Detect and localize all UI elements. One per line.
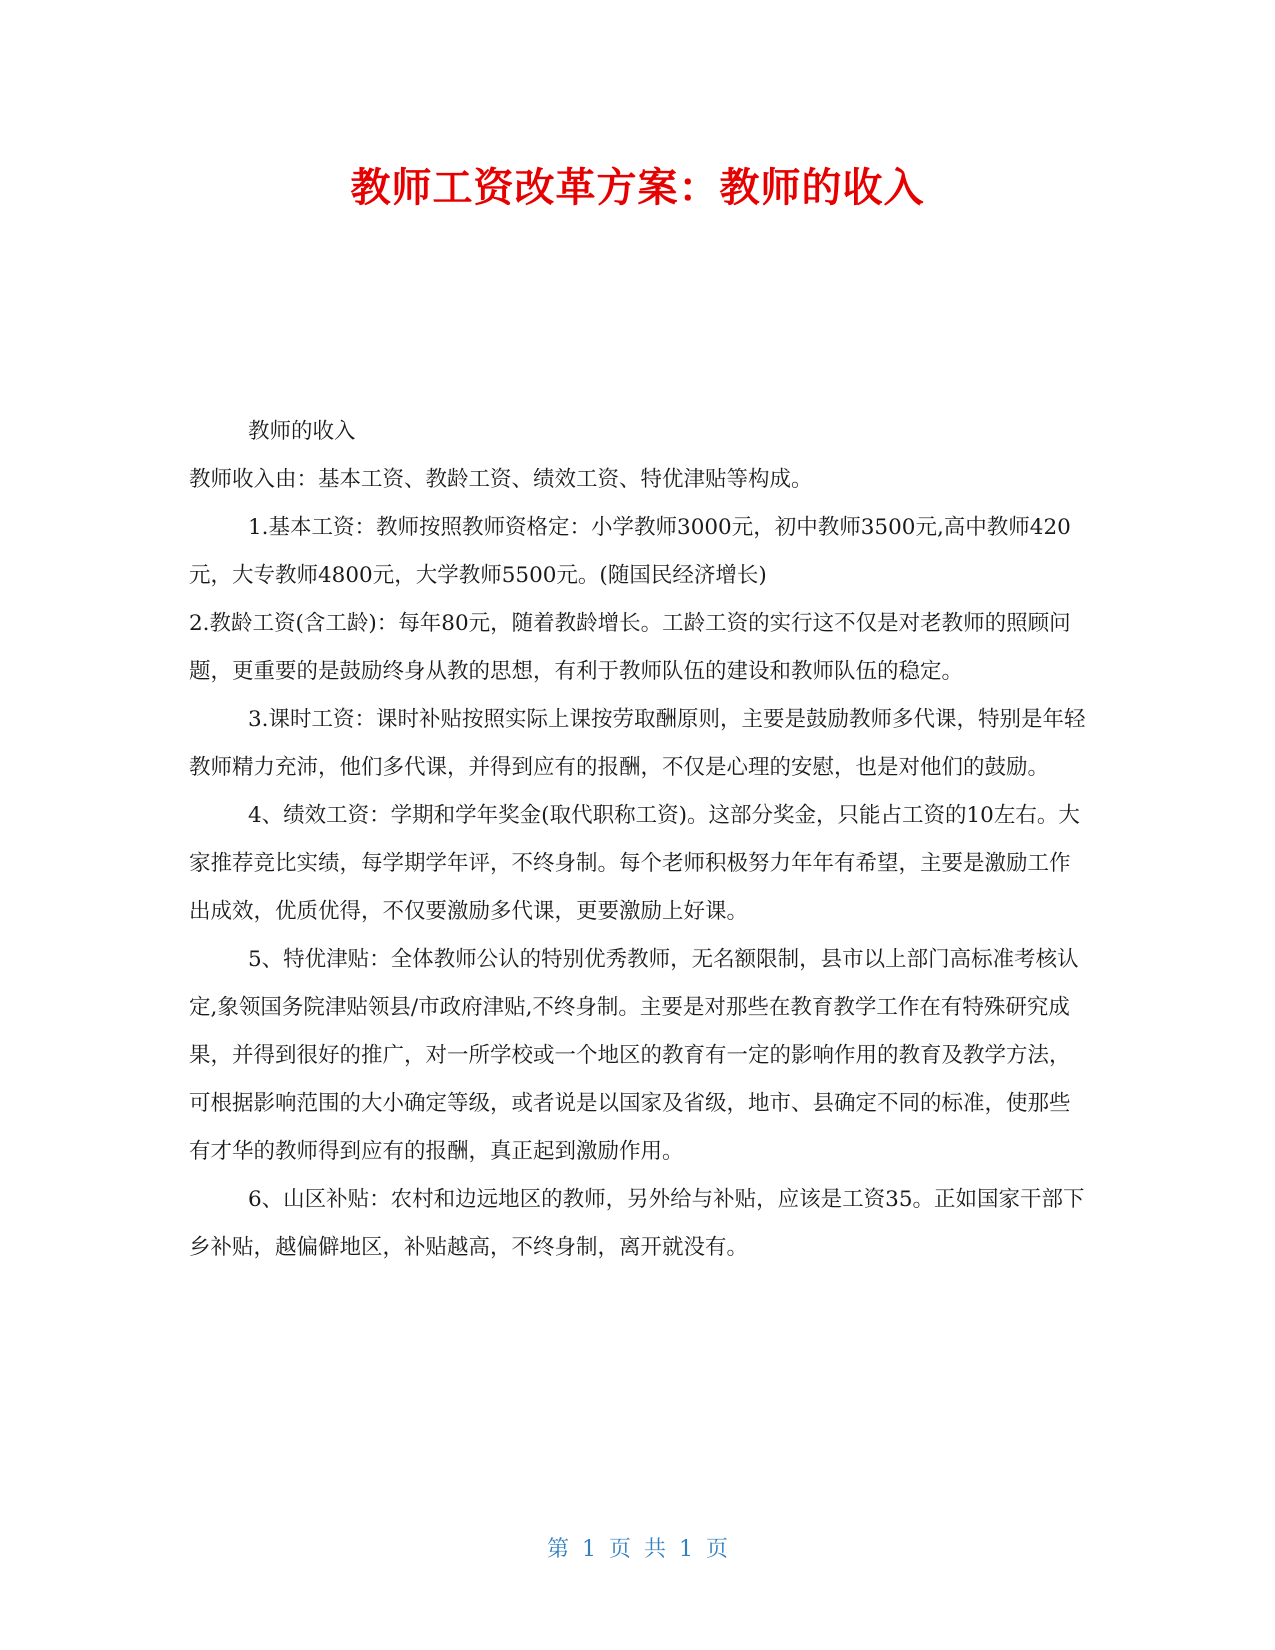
paragraph-heading: 教师的收入: [248, 419, 356, 444]
paragraph-class-hour-salary: 3.课时工资：课时补贴按照实际上课按劳取酬原则，主要是鼓励教师多代课，特别是年轻教师精力充沛，他们多代课，并得到应有的报酬，不仅是心理的安慰，也是对他们的鼓励。: [189, 707, 1086, 780]
paragraph-seniority-salary: 2.教龄工资(含工龄)：每年80元，随着教龄增长。工龄工资的实行这不仅是对老教师的照顾问题，更重要的是鼓励终身从教的思想，有利于教师队伍的建设和教师队伍的稳定。: [189, 611, 1071, 684]
paragraph-performance-salary: 4、绩效工资：学期和学年奖金(取代职称工资)。这部分奖金，只能占工资的10左右。大家推荐竞比实绩，每学期学年评，不终身制。每个老师积极努力年年有希望，主要是激励工作出成效，优质优得，不仅要激励多代课，更要激励上好课。: [189, 803, 1080, 924]
paragraph-mountain-allowance: 6、山区补贴：农村和边远地区的教师，另外给与补贴，应该是工资35。正如国家干部下乡补贴，越偏僻地区，补贴越高，不终身制，离开就没有。: [189, 1187, 1085, 1260]
page-title: 教师工资改革方案：教师的收入: [350, 165, 925, 211]
paragraph-intro: 教师收入由：基本工资、教龄工资、绩效工资、特优津贴等构成。: [189, 467, 813, 492]
page-footer: 第 1 页 共 1 页: [547, 1537, 728, 1562]
paragraph-basic-salary: 1.基本工资：教师按照教师资格定：小学教师3000元，初中教师3500元,高中教师420元，大专教师4800元，大学教师5500元。(随国民经济增长): [189, 515, 1071, 588]
paragraph-special-allowance: 5、特优津贴：全体教师公认的特别优秀教师，无名额限制，县市以上部门高标准考核认定,象领国务院津贴领县/市政府津贴,不终身制。主要是对那些在教育教学工作在有特殊研究成果，并得到很好的推广，对一所学校或一个地区的教育有一定的影响作用的教育及教学方法，可根据影响范围的大小确定等级，或者说是以国家及省级，地市、县确定不同的标准，使那些有才华的教师得到应有的报酬，真正起到激励作用。: [189, 947, 1079, 1164]
document-body: [189, 408, 1091, 1272]
